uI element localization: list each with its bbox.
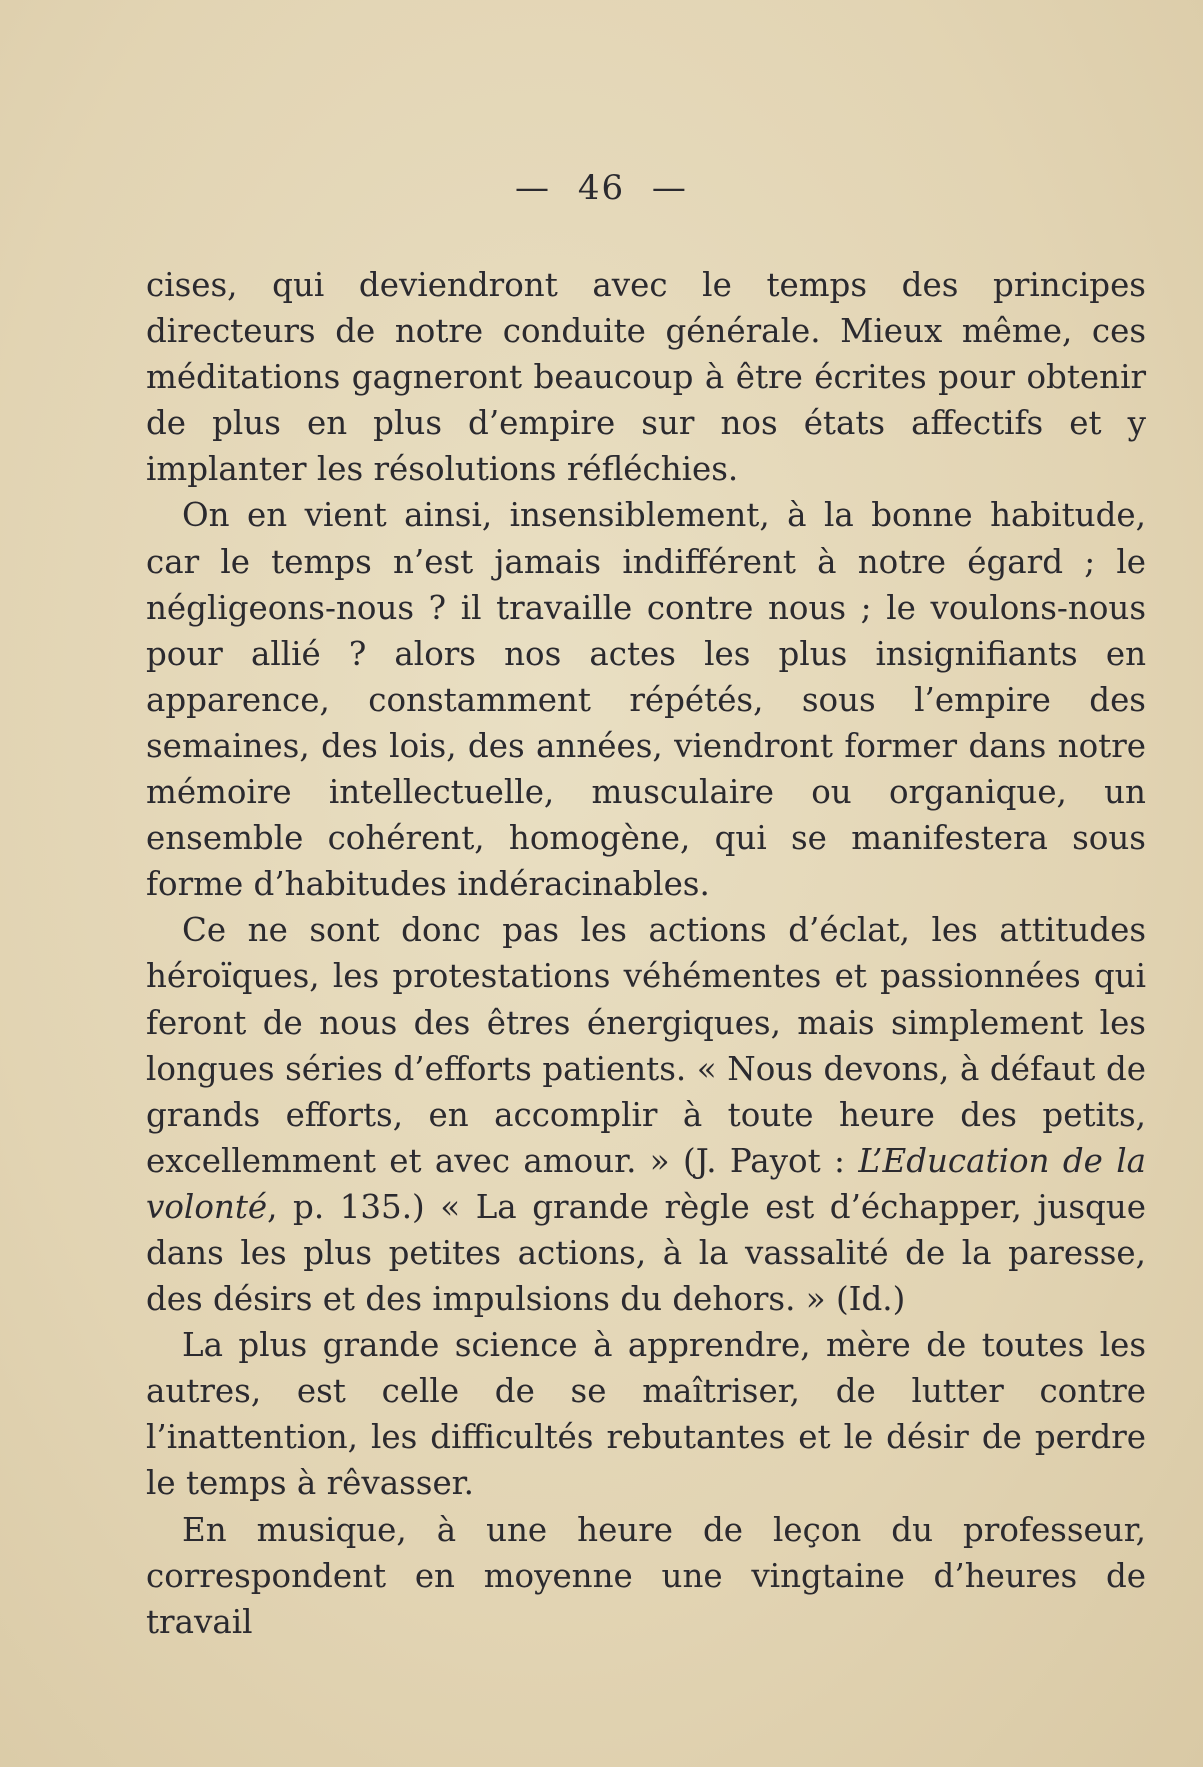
paragraph-3-text-b: , p. 135.) « La grande règle est d’échapper, jusque dans les plus petites actions, à la vassalité de la paresse, des désirs et des impulsions du dehors. » (Id.) <box>146 1187 1146 1319</box>
body-text <box>146 262 1146 1645</box>
page-number: — 46 — <box>515 168 688 208</box>
paragraph-1: cises, qui deviendront avec le temps des principes directeurs de notre conduite générale. Mieux même, ces méditations gagneront beaucoup à être écrites pour obtenir de plus en plus d’empire sur nos états affectifs et y implanter les résolutions réfléchies. <box>146 266 1146 489</box>
paragraph-3 <box>146 907 1146 1322</box>
paragraph-2: On en vient ainsi, insensiblement, à la bonne habitude, car le temps n’est jamais indifférent à notre égard ; le négligeons-nous ? il travaille contre nous ; le voulons-nous pour allié ? alors nos actes les plus insignifiants en apparence, constamment répétés, sous l’empire des semaines, des lois, des années, viendront former dans notre mémoire intellectuelle, musculaire ou organique, un ensemble cohérent, homogène, qui se manifestera sous forme d’habitudes indéracinables. <box>146 496 1146 904</box>
paragraph-3-text-a: Ce ne sont donc pas les actions d’éclat, les attitudes héroïques, les protestations véhémentes et passionnées qui feront de nous des êtres énergiques, mais simplement les longues séries d’efforts patients. « Nous devons, à défaut de grands efforts, en accomplir à toute heure des petits, excellemment et avec amour. » (J. Payot : <box>146 911 1146 1180</box>
paragraph-4: La plus grande science à apprendre, mère de toutes les autres, est celle de se maîtriser, de lutter contre l’inattention, les difficultés rebutantes et le désir de perdre le temps à rêvasser. <box>146 1326 1146 1503</box>
book-title: L’Education de la volonté <box>146 1141 1146 1226</box>
paragraph-5: En musique, à une heure de leçon du professeur, correspondent en moyenne une vingtaine d’heures de travail <box>146 1510 1146 1641</box>
